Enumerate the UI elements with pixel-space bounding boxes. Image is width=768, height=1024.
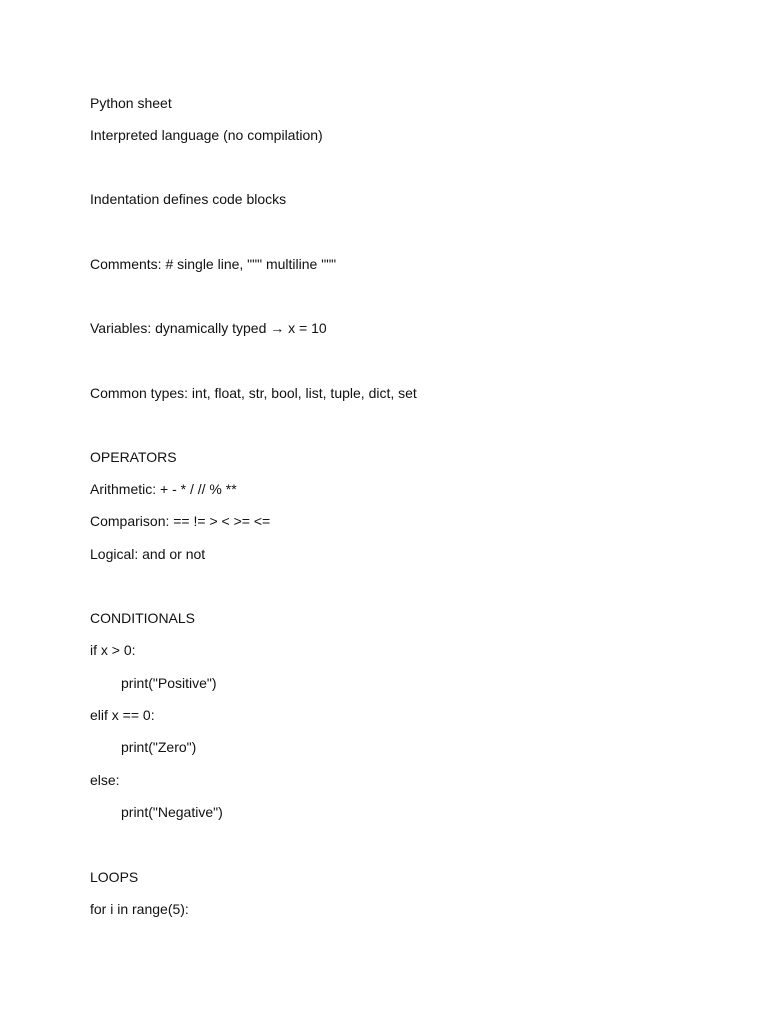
text-line: Arithmetic: + - * / // % ** xyxy=(90,481,237,497)
text-line: Common types: int, float, str, bool, list, tuple, dict, set xyxy=(90,385,417,401)
text-line: Comparison: == != > < >= <= xyxy=(90,513,271,529)
section-heading-conditionals: CONDITIONALS xyxy=(90,610,196,626)
section-heading-loops: LOOPS xyxy=(90,869,139,885)
code-line-indented: print("Negative") xyxy=(121,804,223,820)
code-line: elif x == 0: xyxy=(90,707,155,723)
document-title: Python sheet xyxy=(90,95,172,111)
text-line: Comments: # single line, """ multiline """ xyxy=(90,256,337,272)
section-heading-operators: OPERATORS xyxy=(90,449,177,465)
text-line: Variables: dynamically typed → x = 10 xyxy=(90,320,327,336)
code-line: if x > 0: xyxy=(90,642,136,658)
text-line: Indentation defines code blocks xyxy=(90,191,287,207)
code-line-indented: print("Positive") xyxy=(121,675,217,691)
code-line: else: xyxy=(90,772,120,788)
code-line: for i in range(5): xyxy=(90,901,189,917)
text-line: Interpreted language (no compilation) xyxy=(90,127,323,143)
code-line-indented: print("Zero") xyxy=(121,739,197,755)
text-line: Logical: and or not xyxy=(90,546,206,562)
